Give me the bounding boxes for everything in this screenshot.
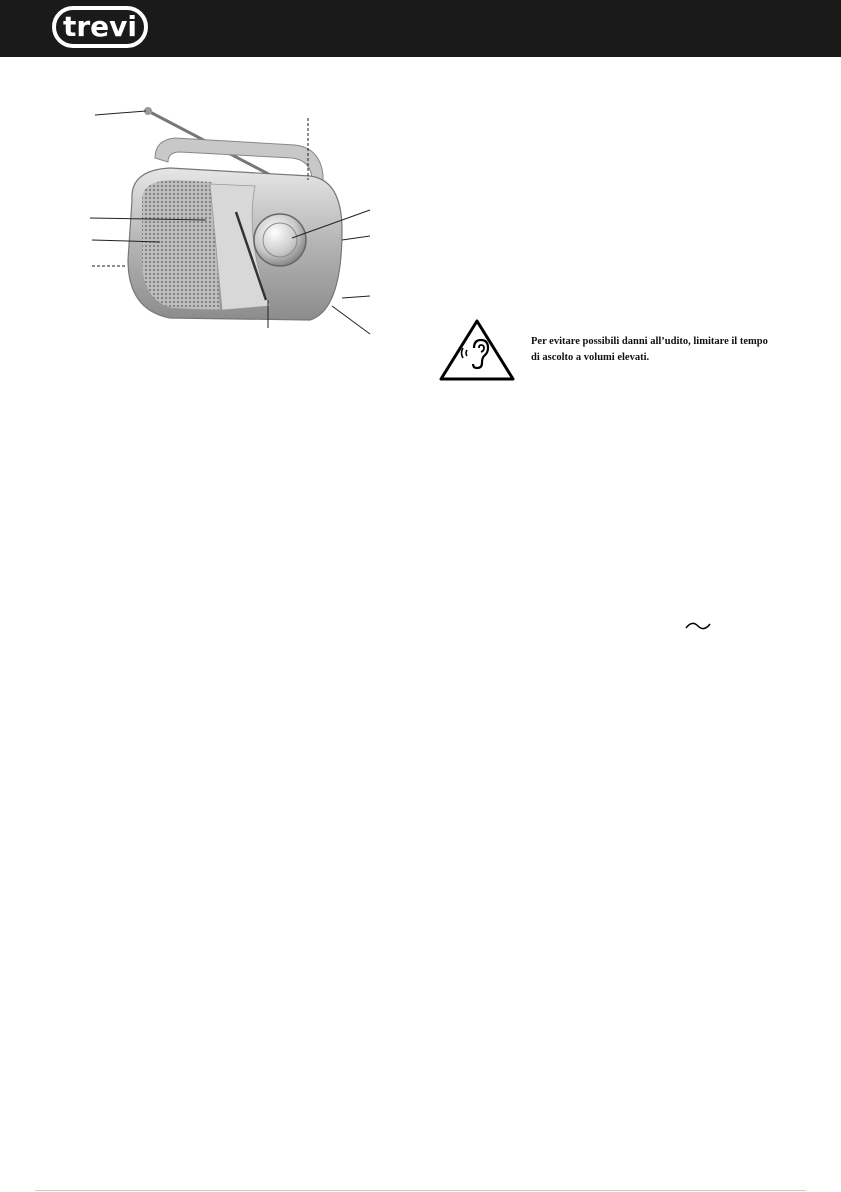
- page-bottom-rule: [35, 1190, 806, 1191]
- ear-hearing-warning-icon: [437, 318, 517, 382]
- speaker-grill: [142, 180, 220, 310]
- alternating-current-icon: [683, 618, 713, 634]
- svg-text:trevi: trevi: [62, 10, 138, 43]
- trevi-logo: [52, 6, 148, 48]
- header-bar: [0, 0, 841, 57]
- hearing-warning-text: Per evitare possibili danni all’udito, limitare il tempo di ascolto a volumi elevati.: [531, 336, 768, 364]
- radio-illustration: [80, 100, 380, 350]
- tuning-knob: [254, 214, 306, 266]
